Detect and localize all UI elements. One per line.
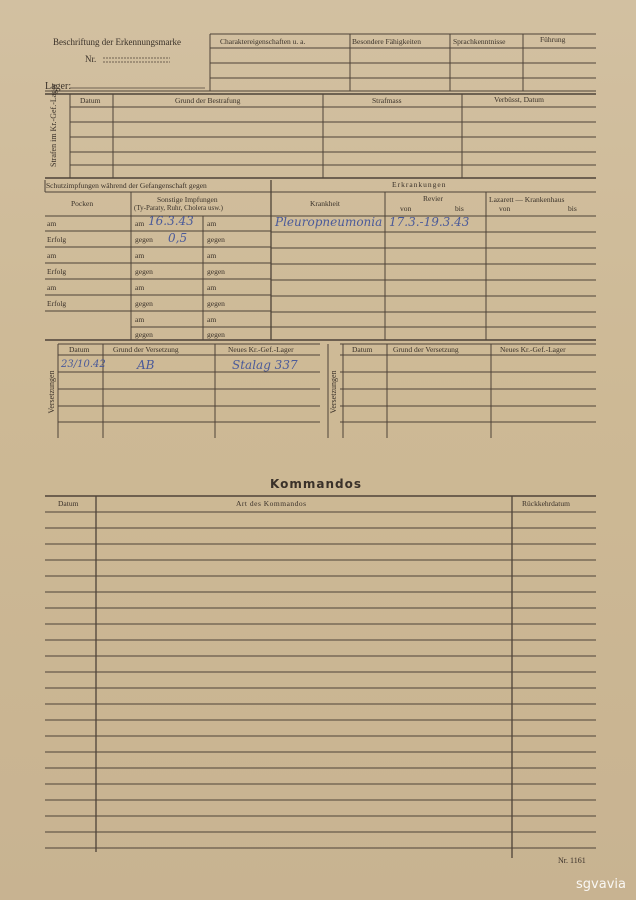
versetzungen-side-right: [330, 357, 342, 427]
sonstige-am-4: am: [135, 315, 145, 324]
versetzungen-side-right-text: Versetzungen: [329, 370, 338, 414]
pocken-am-3: am: [47, 283, 57, 292]
pocken-erfolg-2: Erfolg: [47, 267, 67, 276]
sonstige-am-2: am: [135, 251, 145, 260]
faehigkeiten-header: Besondere Fähigkeiten: [352, 37, 421, 46]
pocken-erfolg-1: Erfolg: [47, 235, 67, 244]
form-number: Nr. 1161: [558, 856, 586, 865]
versetzung-neues-header-2: Neues Kr.-Gef.-Lager: [500, 345, 566, 354]
verbuesst-header: Verbüsst, Datum: [494, 95, 544, 104]
sonstige2-am-1: am: [207, 219, 217, 228]
sonstige2-am-3: am: [207, 283, 217, 292]
pocken-am-2: am: [47, 251, 57, 260]
lazarett-von: von: [499, 204, 511, 213]
lager-label: Lager:: [45, 81, 72, 92]
strafen-side-text: Strafen im Kr.-Gef.-Lager: [49, 83, 58, 167]
versetzungen-side-left-text: Versetzungen: [47, 370, 56, 414]
krankheit-header: Krankheit: [310, 199, 340, 208]
versetzung-datum-header-2: Datum: [352, 345, 373, 354]
pocken-erfolg-3: Erfolg: [47, 299, 67, 308]
pocken-header: Pocken: [71, 199, 94, 208]
versetzung-datum-header-1: Datum: [69, 345, 90, 354]
erkennungsmarke-label: Beschriftung der Erkennungsmarke: [53, 37, 181, 47]
revier-von: von: [400, 204, 412, 213]
nr-label: Nr.: [85, 54, 97, 64]
kommando-art-header: Art des Kommandos: [236, 499, 307, 508]
handwritten-versetzung-datum: 23/10.42: [61, 359, 106, 370]
versetzung-grund-header-1: Grund der Versetzung: [113, 345, 179, 354]
versetzung-neues-header-1: Neues Kr.-Gef.-Lager: [228, 345, 294, 354]
lazarett-header: Lazarett — Krankenhaus: [489, 195, 565, 204]
sonstige-gegen-4: gegen: [135, 330, 153, 339]
versetzung-grund-header-2: Grund der Versetzung: [393, 345, 459, 354]
sonstige2-gegen-4: gegen: [207, 330, 225, 339]
sonstige2-am-4: am: [207, 315, 217, 324]
strafen-side-label: [49, 83, 70, 167]
sonstige-header: Sonstige Impfungen: [157, 195, 218, 204]
impfungen-title: Schutzimpfungen während der Gefangenschaft gegen: [46, 181, 207, 190]
sonstige-sub-header: (Ty-Paraty, Ruhr, Cholera usw.): [134, 204, 223, 212]
sonstige2-am-2: am: [207, 251, 217, 260]
handwritten-impf-dose: 0,5: [168, 231, 188, 245]
erkrankungen-title: Erkrankungen: [392, 180, 447, 189]
sonstige2-gegen-2: gegen: [207, 267, 225, 276]
strafmass-header: Strafmass: [372, 96, 402, 105]
lazarett-bis: bis: [568, 204, 577, 213]
kommando-datum-header: Datum: [58, 499, 79, 508]
sonstige-gegen-3: gegen: [135, 299, 153, 308]
revier-header: Revier: [423, 194, 443, 203]
sonstige-gegen-1: gegen: [135, 235, 153, 244]
sonstige2-gegen-3: gegen: [207, 299, 225, 308]
revier-bis: bis: [455, 204, 464, 213]
strafen-datum-header: Datum: [80, 96, 101, 105]
handwritten-impf-date: 16.3.43: [148, 214, 194, 228]
sonstige2-gegen-1: gegen: [207, 235, 225, 244]
charakter-header: Charaktereigenschaften u. a.: [220, 37, 306, 46]
rueckkehr-header: Rückkehrdatum: [522, 499, 570, 508]
sprach-header: Sprachkenntnisse: [453, 37, 506, 46]
handwritten-versetzung-lager: Stalag 337: [232, 358, 298, 372]
fuehrung-header: Führung: [540, 35, 566, 44]
handwritten-revier: 17.3.-19.3.43: [389, 215, 470, 229]
sonstige-gegen-2: gegen: [135, 267, 153, 276]
sonstige-am-3: am: [135, 283, 145, 292]
handwritten-krankheit: Pleuropneumonia: [275, 215, 383, 229]
kommandos-title: Kommandos: [270, 477, 362, 491]
sonstige-am-1: am: [135, 219, 145, 228]
handwritten-versetzung-grund: AB: [137, 358, 155, 372]
pocken-am-1: am: [47, 219, 57, 228]
watermark: sgvavia: [576, 877, 626, 892]
strafen-grund-header: Grund der Bestrafung: [175, 96, 241, 105]
versetzungen-side-left: [48, 357, 60, 427]
